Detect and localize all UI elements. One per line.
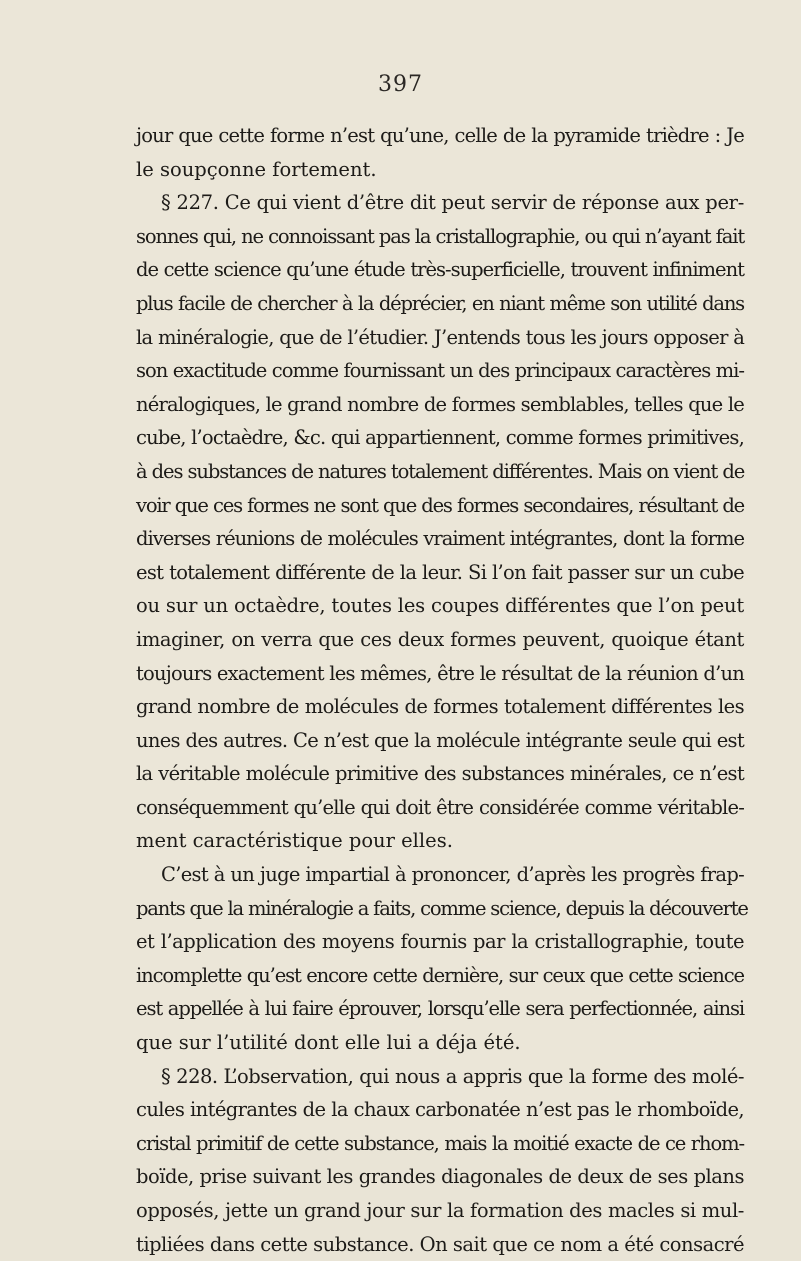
- text-line: est totalement différente de la leur. Si l’on fait passer sur un cube: [136, 560, 744, 584]
- text-line: conséquemment qu’elle qui doit être considérée comme véritable-: [136, 795, 744, 819]
- text-line: son exactitude comme fournissant un des principaux caractères mi-: [136, 359, 744, 383]
- page-number: 397: [378, 72, 423, 97]
- text-line: à des substances de natures totalement différentes. Mais on vient de: [136, 459, 745, 483]
- text-line: est appellée à lui faire éprouver, lorsqu’elle sera perfectionnée, ainsi: [136, 997, 744, 1021]
- text-line: jour que cette forme n’est qu’une, celle de la pyramide trièdre : Je: [136, 124, 744, 147]
- text-line: cube, l’octaèdre, &c. qui appartiennent, comme formes primitives,: [136, 426, 744, 450]
- text-line: que sur l’utilité dont elle lui a déja été.: [136, 1031, 521, 1055]
- text-line: cristal primitif de cette substance, mais la moitié exacte de ce rhom-: [136, 1131, 744, 1155]
- text-line: § 227. Ce qui vient d’être dit peut servir de réponse aux per-: [161, 191, 744, 215]
- text-line: plus facile de chercher à la déprécier, en niant même son utilité dans: [136, 291, 744, 315]
- text-line: unes des autres. Ce n’est que la molécule intégrante seule qui est: [136, 728, 744, 752]
- text-line: grand nombre de molécules de formes totalement différentes les: [136, 695, 744, 719]
- text-line: ou sur un octaèdre, toutes les coupes différentes que l’on peut: [136, 594, 744, 618]
- text-line: tipliées dans cette substance. On sait que ce nom a été consacré: [136, 1232, 744, 1256]
- body-text: [136, 119, 748, 1261]
- text-line: et l’application des moyens fournis par la cristallographie, toute: [136, 930, 744, 954]
- text-line: opposés, jette un grand jour sur la formation des macles si mul-: [136, 1199, 744, 1222]
- text-line: incomplette qu’est encore cette dernière, sur ceux que cette science: [136, 963, 744, 987]
- text-line: pants que la minéralogie a faits, comme science, depuis la découverte: [136, 896, 748, 920]
- text-line: de cette science qu’une étude très-superficielle, trouvent infiniment: [136, 258, 744, 282]
- text-line: toujours exactement les mêmes, être le résultat de la réunion d’un: [136, 661, 744, 685]
- text-line: la véritable molécule primitive des substances minérales, ce n’est: [136, 762, 744, 786]
- text-line: ment caractéristique pour elles.: [136, 829, 453, 853]
- text-line: néralogiques, le grand nombre de formes semblables, telles que le: [136, 392, 744, 416]
- text-line: diverses réunions de molécules vraiment intégrantes, dont la forme: [136, 527, 744, 551]
- text-line: voir que ces formes ne sont que des formes secondaires, résultant de: [136, 493, 744, 517]
- text-line: boïde, prise suivant les grandes diagonales de deux de ses plans: [136, 1165, 744, 1189]
- text-line: C’est à un juge impartial à prononcer, d’après les progrès frap-: [161, 863, 744, 887]
- text-line: imaginer, on verra que ces deux formes peuvent, quoique étant: [136, 627, 744, 651]
- text-line: § 228. L’observation, qui nous a appris que la forme des molé-: [161, 1064, 744, 1088]
- text-line: cules intégrantes de la chaux carbonatée n’est pas le rhomboïde,: [136, 1098, 744, 1122]
- text-line: sonnes qui, ne connoissant pas la cristallographie, ou qui n’ayant fait: [136, 224, 745, 248]
- text-line: la minéralogie, que de l’étudier. J’entends tous les jours opposer à: [136, 325, 745, 349]
- text-line: le soupçonne fortement.: [136, 157, 377, 181]
